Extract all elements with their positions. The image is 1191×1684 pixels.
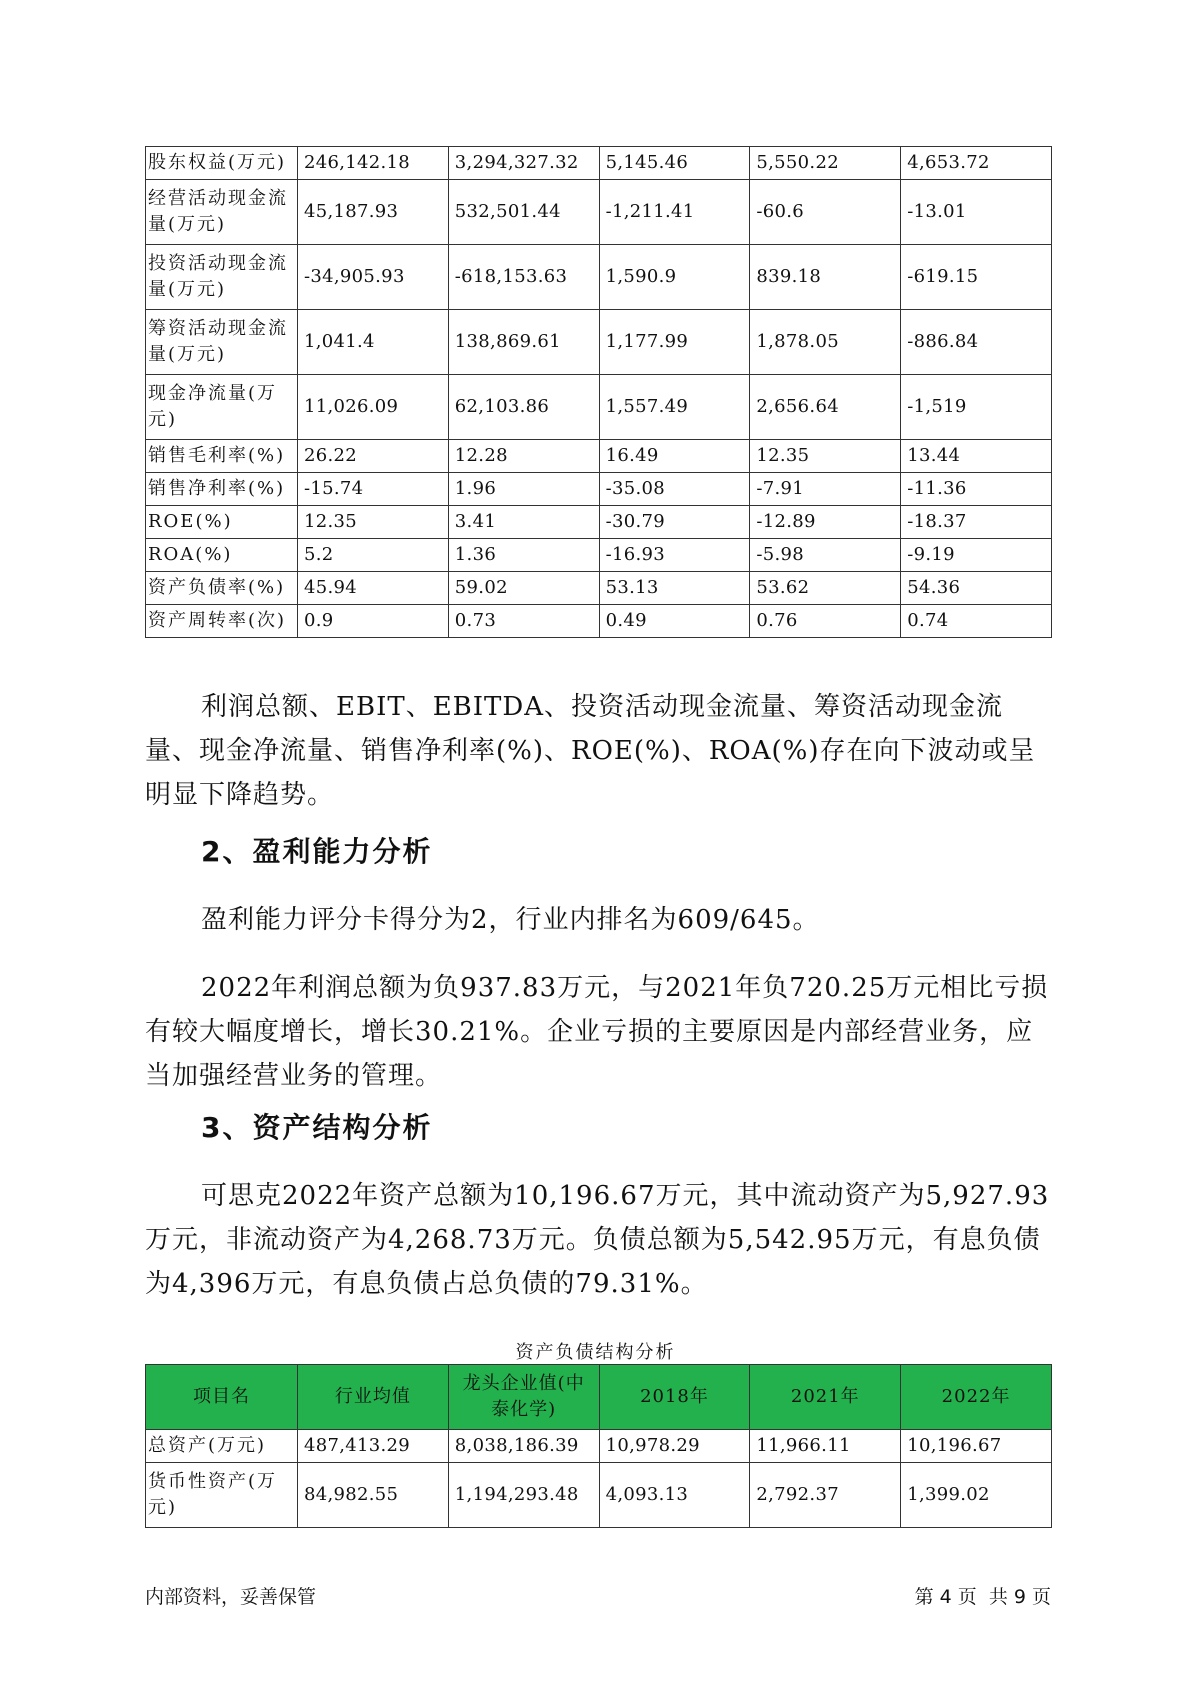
table-cell: 2,656.64 bbox=[750, 375, 901, 440]
column-header: 项目名 bbox=[146, 1365, 298, 1430]
table-cell: 11,026.09 bbox=[298, 375, 449, 440]
table-cell: 59.02 bbox=[448, 572, 599, 605]
table-cell: 8,038,186.39 bbox=[448, 1430, 599, 1463]
table-cell: 1,557.49 bbox=[599, 375, 750, 440]
table-cell: -15.74 bbox=[298, 473, 449, 506]
table-cell: -619.15 bbox=[901, 245, 1052, 310]
table-cell: 1,590.9 bbox=[599, 245, 750, 310]
row-label: 经营活动现金流量(万元) bbox=[146, 180, 298, 245]
table-cell: -886.84 bbox=[901, 310, 1052, 375]
column-header: 龙头企业值(中泰化学) bbox=[448, 1365, 599, 1430]
table-cell: 839.18 bbox=[750, 245, 901, 310]
table-cell: 0.73 bbox=[448, 605, 599, 638]
table-cell: -11.36 bbox=[901, 473, 1052, 506]
table-cell: -30.79 bbox=[599, 506, 750, 539]
table-cell: 1,041.4 bbox=[298, 310, 449, 375]
profitability-score-paragraph: 盈利能力评分卡得分为2，行业内排名为609/645。 bbox=[201, 905, 820, 935]
row-label: ROA(%) bbox=[146, 539, 298, 572]
table-row bbox=[146, 572, 1052, 605]
table-cell: 84,982.55 bbox=[298, 1463, 449, 1528]
table-cell: 11,966.11 bbox=[750, 1430, 901, 1463]
table-row bbox=[146, 539, 1052, 572]
table-cell: -34,905.93 bbox=[298, 245, 449, 310]
row-label: 销售毛利率(%) bbox=[146, 440, 298, 473]
table-cell: -60.6 bbox=[750, 180, 901, 245]
table-cell: 0.76 bbox=[750, 605, 901, 638]
table-row bbox=[146, 1463, 1052, 1528]
table-caption: 资产负债结构分析 bbox=[515, 1342, 676, 1363]
table-cell: 12.35 bbox=[750, 440, 901, 473]
row-label: ROE(%) bbox=[146, 506, 298, 539]
table-cell: -618,153.63 bbox=[448, 245, 599, 310]
table-cell: 54.36 bbox=[901, 572, 1052, 605]
table-cell: -5.98 bbox=[750, 539, 901, 572]
profit-analysis-paragraph: 2022年利润总额为负937.83万元，与2021年负720.25万元相比亏损有较大幅度增长，增长30.21%。企业亏损的主要原因是内部经营业务，应当加强经营业务的管理。 bbox=[145, 973, 1049, 1091]
table-cell: -7.91 bbox=[750, 473, 901, 506]
table-cell: -13.01 bbox=[901, 180, 1052, 245]
row-label: 货币性资产(万元) bbox=[146, 1463, 298, 1528]
table-cell: -16.93 bbox=[599, 539, 750, 572]
row-label: 现金净流量(万元) bbox=[146, 375, 298, 440]
table-cell: 1.96 bbox=[448, 473, 599, 506]
financial-indicators-table bbox=[145, 146, 1052, 638]
table-cell: 53.62 bbox=[750, 572, 901, 605]
footer-confidential-note: 内部资料，妥善保管 bbox=[145, 1586, 317, 1608]
table-cell: 5.2 bbox=[298, 539, 449, 572]
table-cell: 1.36 bbox=[448, 539, 599, 572]
table-cell: 3.41 bbox=[448, 506, 599, 539]
table-row bbox=[146, 1430, 1052, 1463]
table-cell: 4,093.13 bbox=[599, 1463, 750, 1528]
table-cell: -9.19 bbox=[901, 539, 1052, 572]
table-cell: 1,878.05 bbox=[750, 310, 901, 375]
table-cell: -1,211.41 bbox=[599, 180, 750, 245]
column-header: 行业均值 bbox=[298, 1365, 449, 1430]
table-row bbox=[146, 245, 1052, 310]
table-row bbox=[146, 605, 1052, 638]
table-row bbox=[146, 310, 1052, 375]
table-cell: 246,142.18 bbox=[298, 147, 449, 180]
asset-liability-structure-table bbox=[145, 1364, 1052, 1528]
table-cell: 1,194,293.48 bbox=[448, 1463, 599, 1528]
table-row bbox=[146, 440, 1052, 473]
table-cell: 3,294,327.32 bbox=[448, 147, 599, 180]
table-cell: 2,792.37 bbox=[750, 1463, 901, 1528]
table-cell: 0.74 bbox=[901, 605, 1052, 638]
table-row bbox=[146, 473, 1052, 506]
column-header: 2022年 bbox=[901, 1365, 1052, 1430]
row-label: 资产负债率(%) bbox=[146, 572, 298, 605]
table-cell: 487,413.29 bbox=[298, 1430, 449, 1463]
row-label: 筹资活动现金流量(万元) bbox=[146, 310, 298, 375]
asset-structure-paragraph: 可思克2022年资产总额为10,196.67万元，其中流动资产为5,927.93万元，非流动资产为4,268.73万元。负债总额为5,542.95万元，有息负债为4,396万元，有息负债占总负债的79.31%。 bbox=[145, 1181, 1050, 1299]
table-cell: 5,550.22 bbox=[750, 147, 901, 180]
table-cell: 10,978.29 bbox=[599, 1430, 750, 1463]
table-cell: 16.49 bbox=[599, 440, 750, 473]
table-cell: 13.44 bbox=[901, 440, 1052, 473]
column-header: 2021年 bbox=[750, 1365, 901, 1430]
table-cell: 53.13 bbox=[599, 572, 750, 605]
row-label: 总资产(万元) bbox=[146, 1430, 298, 1463]
table-cell: 45,187.93 bbox=[298, 180, 449, 245]
column-header: 2018年 bbox=[599, 1365, 750, 1430]
table-cell: 0.9 bbox=[298, 605, 449, 638]
table-cell: -1,519 bbox=[901, 375, 1052, 440]
table-row bbox=[146, 180, 1052, 245]
row-label: 股东权益(万元) bbox=[146, 147, 298, 180]
footer-page-number: 第 4 页 共 9 页 bbox=[914, 1586, 1051, 1608]
table-row bbox=[146, 506, 1052, 539]
table-cell: 45.94 bbox=[298, 572, 449, 605]
table-cell: -35.08 bbox=[599, 473, 750, 506]
table-header-row bbox=[146, 1365, 1052, 1430]
table-cell: 0.49 bbox=[599, 605, 750, 638]
row-label: 投资活动现金流量(万元) bbox=[146, 245, 298, 310]
table-cell: 62,103.86 bbox=[448, 375, 599, 440]
section-heading-profitability: 2、盈利能力分析 bbox=[201, 835, 433, 868]
table-cell: 26.22 bbox=[298, 440, 449, 473]
table-cell: -18.37 bbox=[901, 506, 1052, 539]
table-cell: 532,501.44 bbox=[448, 180, 599, 245]
table-row bbox=[146, 375, 1052, 440]
table-cell: 1,399.02 bbox=[901, 1463, 1052, 1528]
trend-paragraph: 利润总额、EBIT、EBITDA、投资活动现金流量、筹资活动现金流量、现金净流量、销售净利率(%)、ROE(%)、ROA(%)存在向下波动或呈明显下降趋势。 bbox=[145, 692, 1036, 810]
section-heading-asset-structure: 3、资产结构分析 bbox=[201, 1111, 433, 1144]
table-row bbox=[146, 147, 1052, 180]
table-cell: 1,177.99 bbox=[599, 310, 750, 375]
table-cell: 10,196.67 bbox=[901, 1430, 1052, 1463]
row-label: 销售净利率(%) bbox=[146, 473, 298, 506]
row-label: 资产周转率(次) bbox=[146, 605, 298, 638]
table-cell: 5,145.46 bbox=[599, 147, 750, 180]
table-cell: -12.89 bbox=[750, 506, 901, 539]
table-cell: 12.28 bbox=[448, 440, 599, 473]
table-cell: 4,653.72 bbox=[901, 147, 1052, 180]
table-cell: 12.35 bbox=[298, 506, 449, 539]
table-cell: 138,869.61 bbox=[448, 310, 599, 375]
